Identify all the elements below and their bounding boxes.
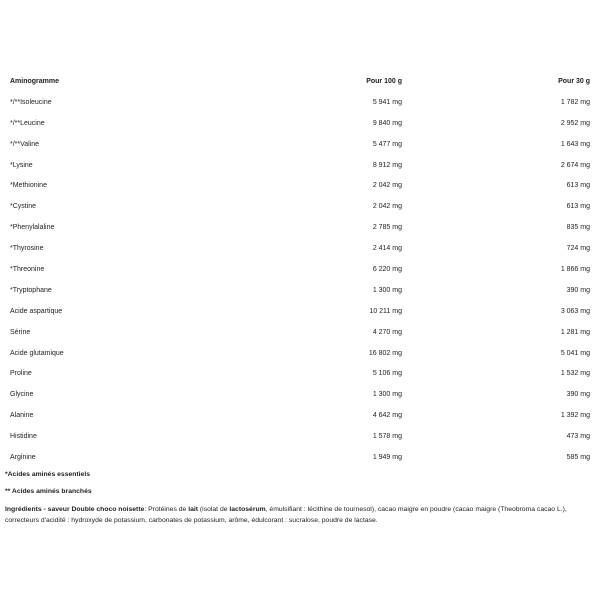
- table-row: [5, 363, 590, 384]
- ingredients-part1: : Protéines de: [144, 506, 189, 513]
- amino-per-100g: 2 042 mg: [372, 203, 402, 211]
- amino-name: *Tryptophane: [10, 286, 52, 294]
- amino-per-30g: 1 392 mg: [560, 412, 590, 420]
- amino-name: Sérine: [10, 328, 31, 336]
- amino-name: Arginine: [10, 453, 36, 461]
- amino-per-100g: 16 802 mg: [368, 349, 402, 357]
- table-row: [5, 426, 590, 447]
- amino-name: *Phenylalaline: [10, 224, 55, 232]
- amino-per-30g: 1 532 mg: [560, 370, 590, 378]
- amino-per-30g: 1 643 mg: [560, 140, 590, 148]
- amino-per-100g: 6 220 mg: [372, 265, 402, 273]
- header-per-100g: Pour 100 g: [366, 77, 402, 85]
- amino-per-100g: 5 477 mg: [372, 140, 402, 148]
- table-row: [5, 217, 590, 238]
- amino-per-30g: 613 mg: [566, 182, 590, 190]
- amino-name: */**Valine: [10, 140, 40, 148]
- header-per-30g: Pour 30 g: [558, 77, 590, 85]
- amino-name: */**Leucine: [10, 119, 45, 127]
- aminogram-table: [5, 71, 590, 468]
- ingredients-label: Ingrédients - saveur Double choco noisette: [5, 506, 145, 513]
- table-row: [5, 405, 590, 426]
- table-header-row: [5, 71, 590, 92]
- amino-per-30g: 1 866 mg: [560, 265, 590, 273]
- ingredients-text: [5, 505, 585, 526]
- amino-per-100g: 5 106 mg: [372, 370, 402, 378]
- amino-per-30g: 390 mg: [566, 391, 590, 399]
- amino-per-100g: 8 912 mg: [372, 161, 402, 169]
- amino-name: */**Isoleucine: [10, 98, 52, 106]
- amino-per-100g: 1 300 mg: [372, 391, 402, 399]
- table-row: [5, 155, 590, 176]
- amino-per-30g: 5 041 mg: [560, 349, 590, 357]
- amino-per-100g: 9 840 mg: [372, 119, 402, 127]
- amino-per-30g: 835 mg: [566, 224, 590, 232]
- aminogram-body: [5, 92, 590, 468]
- amino-per-30g: 2 952 mg: [560, 119, 590, 127]
- footnote-branched: ** Acides aminés branchés: [5, 488, 92, 495]
- amino-name: *Lysine: [10, 161, 33, 169]
- table-row: [5, 238, 590, 259]
- table-row: [5, 92, 590, 113]
- table-row: [5, 196, 590, 217]
- amino-per-100g: 2 042 mg: [372, 182, 402, 190]
- table-row: [5, 259, 590, 280]
- amino-per-30g: 473 mg: [566, 433, 590, 441]
- amino-per-30g: 585 mg: [566, 453, 590, 461]
- amino-name: Glycine: [10, 391, 34, 399]
- amino-name: Alanine: [10, 412, 34, 420]
- amino-per-100g: 1 949 mg: [372, 453, 402, 461]
- amino-name: Histidine: [10, 433, 37, 441]
- amino-per-30g: 3 063 mg: [560, 307, 590, 315]
- amino-name: Proline: [10, 370, 32, 378]
- table-row: [5, 322, 590, 343]
- amino-per-30g: 1 281 mg: [560, 328, 590, 336]
- amino-per-30g: 2 674 mg: [560, 161, 590, 169]
- amino-name: *Cystine: [10, 203, 37, 211]
- ingredients-lactoserum: lactosérum: [229, 506, 266, 513]
- amino-per-100g: 5 941 mg: [372, 98, 402, 106]
- table-row: [5, 175, 590, 196]
- ingredients-lait: lait: [188, 506, 199, 513]
- ingredients-part2: (isolat de: [198, 506, 230, 513]
- amino-per-100g: 4 642 mg: [372, 412, 402, 420]
- amino-per-30g: 390 mg: [566, 286, 590, 294]
- table-row: [5, 134, 590, 155]
- amino-per-100g: 10 211 mg: [369, 307, 402, 315]
- amino-name: Acide glutamique: [10, 349, 64, 357]
- amino-name: *Threonine: [10, 265, 45, 273]
- amino-per-100g: 4 270 mg: [372, 328, 402, 336]
- amino-per-30g: 613 mg: [566, 203, 590, 211]
- amino-per-30g: 1 782 mg: [560, 98, 590, 106]
- amino-per-30g: 724 mg: [566, 245, 590, 253]
- amino-name: Acide aspartique: [10, 307, 63, 315]
- table-row: [5, 113, 590, 134]
- amino-per-100g: 2 414 mg: [372, 245, 402, 253]
- table-row: [5, 447, 590, 468]
- footnote-essential: *Acides aminés essentiels: [5, 471, 91, 478]
- ingredients-part3: , émulsifiant : lécithine de tournesol), cacao maigre en poudre (cacao maigre (Theobroma cacao L.), correcteurs d'acidité : hydroxyde de potassium, carbonates de potassium, arôme, édulcorant : sucralose, poudre de lactase.: [5, 506, 567, 524]
- header-aminogramme: Aminogramme: [10, 77, 60, 85]
- table-row: [5, 280, 590, 301]
- amino-per-100g: 1 300 mg: [372, 286, 402, 294]
- table-row: [5, 301, 590, 322]
- amino-per-100g: 2 785 mg: [372, 224, 402, 232]
- table-row: [5, 343, 590, 364]
- table-row: [5, 384, 590, 405]
- amino-name: *Methionine: [10, 182, 47, 190]
- amino-per-100g: 1 578 mg: [372, 433, 402, 441]
- amino-name: *Thyrosine: [10, 245, 44, 253]
